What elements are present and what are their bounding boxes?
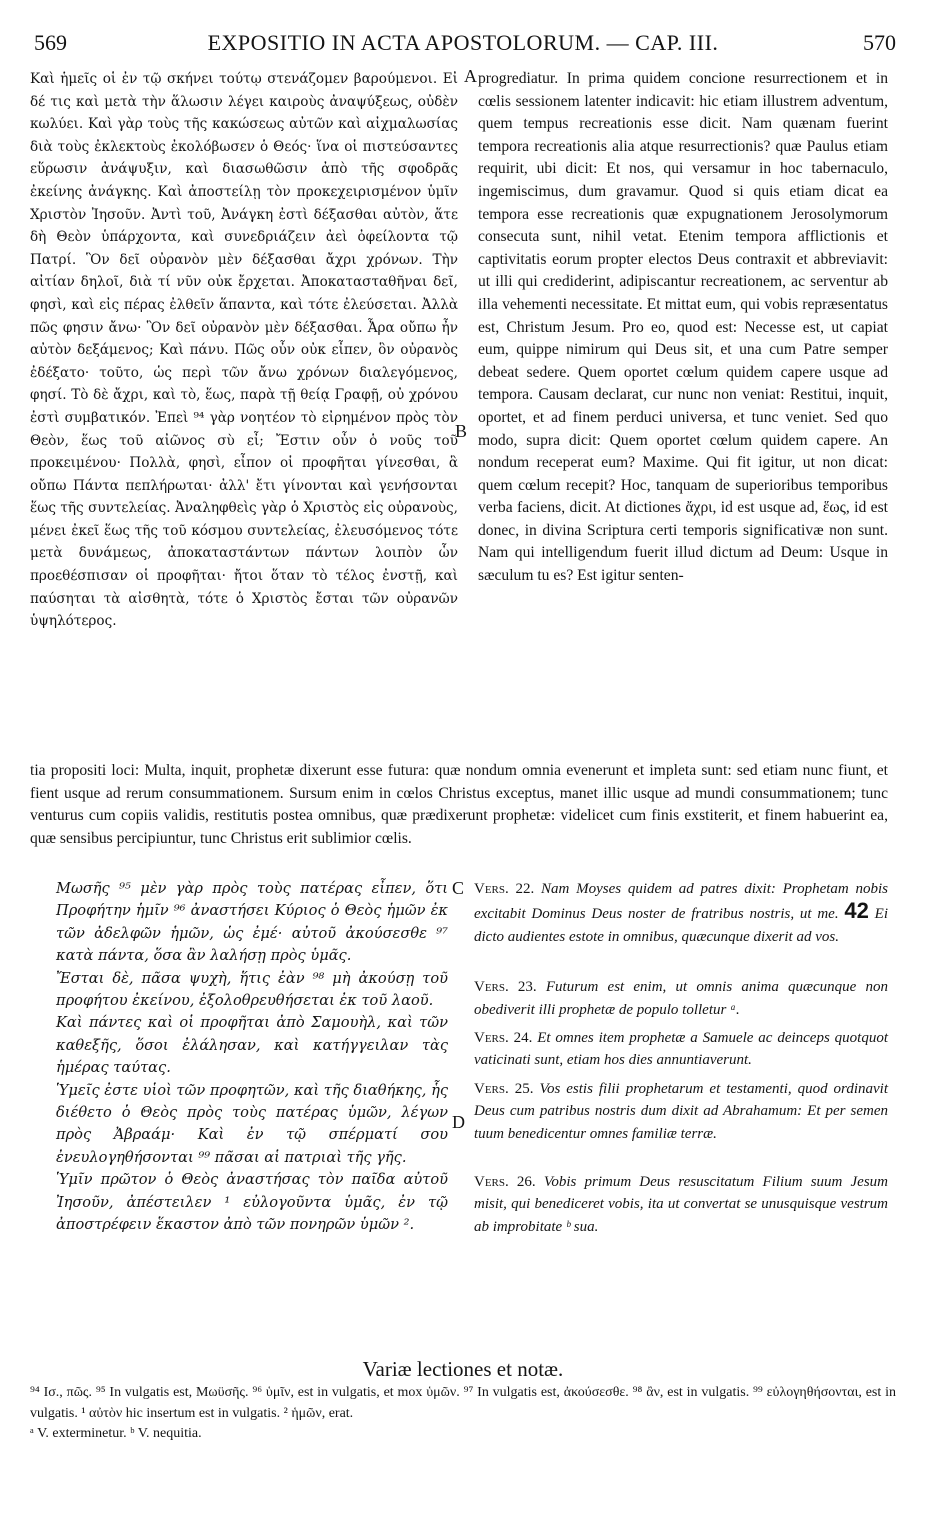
greek-verse-26: Ὑμῖν πρῶτον ὁ Θεὸς ἀναστήσας τὸν παῖδα αὐτοῦ Ἰησοῦν, ἀπέστειλεν ¹ εὐλογοῦντα ὑμᾶς, ἐν τῷ ἀποστρέφειν ἕκαστον ἀπὸ τῶν πονηρῶν ὑμῶν ².: [56, 1171, 448, 1234]
page-number-right: 570: [863, 30, 896, 55]
latin-continuation-text: tia propositi loci: Multa, inquit, prophetæ dixerunt esse futura: quæ nondum omnia evenerunt et impleta sunt: sed etiam nunc fiunt, et fient usque ad rerum consummationem. Sursum enim in cœlos Christus exceptus, manet illic usque ad mundi consummationem; tunc venturus cum copiis validis, restitutis postea omnibus, quæ prædixerunt prophetæ: videlicet cum finis exstiterit, et finem habuerint ea, quæ sensibus percipiuntur, tunc Christus erit sublimior cœlis.: [30, 762, 888, 847]
verse-label: Vers. 22.: [474, 881, 535, 897]
latin-verse-25: [474, 1078, 888, 1145]
greek-verse-25: Ὑμεῖς ἐστε υἱοὶ τῶν προφητῶν, καὶ τῆς διαθήκης, ἧς διέθετο ὁ Θεὸς πρὸς τοὺς πατέρας ὑμῶν, λέγων πρὸς Ἀβραάμ· Καὶ ἐν τῷ σπέρματί σου ἐνευλογηθήσονται ⁹⁹ πᾶσαι αἱ πατριαὶ τῆς γῆς.: [56, 1081, 448, 1166]
verse-text: Vos estis filii prophetarum et testamenti, quod ordinavit Deus cum patribus nostris dum dixit ad Abrahamum: Et per semen tuum benedicentur omnes familiæ terræ.: [474, 1080, 888, 1142]
margin-marker-c: C: [452, 878, 465, 898]
greek-verse-23: Ἔσται δὲ, πᾶσα ψυχὴ, ἥτις ἐὰν ⁹⁸ μὴ ἀκούσῃ τοῦ προφήτου ἐκείνου, ἐξολοθρευθήσεται ἐκ τοῦ λαοῦ.: [56, 969, 448, 1010]
latin-verse-22: [474, 878, 888, 948]
latin-verse-23: [474, 976, 888, 1021]
notes-line-1: ⁹⁴ Ισ., πῶς. ⁹⁵ In vulgatis est, Μωϋσῆς. ⁹⁶ ὑμῖν, est in vulgatis, et mox ὑμῶν. ⁹⁷ In vulgatis est, ἀκούσεσθε. ⁹⁸ ἂν, est in vulgatis. ⁹⁹ εὐλογηθήσονται, est in vulgatis. ¹ αὐτὸν hic insertum est in vulgatis. ² ἡμῶν, erat.: [30, 1385, 896, 1421]
latin-verse-24: [474, 1027, 888, 1072]
verse-label: Vers. 26.: [474, 1174, 536, 1191]
greek-commentary-column: [30, 68, 458, 633]
variant-notes: [30, 1383, 896, 1445]
margin-marker-a: A: [464, 66, 477, 86]
greek-verse-22: Μωσῆς ⁹⁵ μὲν γὰρ πρὸς τοὺς πατέρας εἶπεν, ὅτι Προφήτην ἡμῖν ⁹⁶ ἀναστήσει Κύριος ὁ Θεὸς ἡμῶν ἐκ τῶν ἀδελφῶν ἡμῶν, ὡς ἐμέ· αὐτοῦ ἀκούσεσθε ⁹⁷ κατὰ πάντα, ὅσα ἂν λαλήσῃ πρὸς ὑμᾶς.: [56, 880, 448, 965]
notes-title: Variæ lectiones et notæ.: [362, 1357, 564, 1381]
verse-label: Vers. 25.: [474, 1080, 534, 1097]
verse-label: Vers. 24.: [474, 1030, 533, 1047]
verse-text: Et omnes item prophetæ a Samuele ac deinceps quotquot vaticinati sunt, etiam hos dies annuntiaverunt.: [474, 1030, 888, 1069]
verse-text: Nam Moyses quidem ad patres dixit: Prophetam nobis excitabit Dominus Deus noster de fratribus nostris, ut me.: [474, 881, 889, 923]
running-title: EXPOSITIO IN ACTA APOSTOLORUM. — CAP. III.: [207, 30, 719, 55]
verse-text-continued: Ei dicto audientes estote in omnibus, quæcunque dixerit ad vos.: [474, 906, 889, 945]
notes-line-2: ᵃ V. exterminetur. ᵇ V. nequitia.: [30, 1426, 202, 1442]
verse-text: Vobis primum Deus resuscitatum Filium suum Jesum misit, qui benediceret vobis, ita ut convertat se unusquisque vestrum ab improbitate ᵇ sua.: [474, 1174, 889, 1235]
margin-marker-b: B: [455, 421, 468, 441]
verse-label: Vers. 23.: [474, 979, 537, 996]
latin-verse-26: [474, 1171, 888, 1238]
greek-verse-24: Καὶ πάντες καὶ οἱ προφῆται ἀπὸ Σαμουὴλ, καὶ τῶν καθεξῆς, ὅσοι ἐλάλησαν, καὶ κατήγγειλαν τὰς ἡμέρας ταύτας.: [56, 1014, 448, 1077]
latin-verses-column: [474, 878, 888, 1238]
margin-marker-d: D: [452, 1112, 465, 1132]
greek-verses-column: [56, 878, 448, 1237]
verse-text: Futurum est enim, ut omnis anima quæcunque non obediverit illi prophetæ de populo tolletur ᵃ.: [474, 979, 888, 1018]
column-number: 42: [844, 898, 869, 924]
page-header: [30, 30, 896, 64]
latin-translation-column: [478, 68, 888, 588]
page-number-left: 569: [34, 30, 67, 55]
latin-translation-text: progrediatur. In prima quidem concione resurrectionem et in cœlis sessionem latenter indicavit: hic etiam illustrem adventum, quem tempus recreationis esse dicit. Nam quænam fuerint tempora recreationis alia atque resurrectionis? quæ Paulus etiam requirit, ubi dicit: Et nos, qui versamur in hoc tabernaculo, ingemiscimus, dum gravamur. Quod si quis etiam dicat ea tempora esse recreationis quæ expugnationem Jerosolymorum consecuta sunt, nihil vetat. Etenim tempora afflictionis et captivitatis eorum propter electos Deus contraxit et abbreviavit: ut illi qui crediderint, adipiscantur recreationem, ac serventur ab illa vehementi necessitate. Et mittat eum, qui vobis repræsentatus est, Christum Jesum. Pro eo, quod est: Necesse est, ut capiat eum, quippe nimirum qui Deus sit, et una cum Patre semper debeat sedere. Quem oportet cœlum quidem capere usque ad tempora. Causam declarat, cur nunc non veniat: Restitui, inquit, oportet, et ad finem perduci universa, et tunc veniet. Sed quo modo, supra dicit: Quem oportet cœlum quidem capere. An nondum receperat eum? Maxime. Qui fit igitur, ut non dicat: quem cœlum recepit? Hoc, tanquam de superioribus temporibus verba faciens, dicit. At dictiones ἄχρι, id est usque ad, ἕως, id est donec, in divina Scriptura certi temporis significativæ non sunt. Nam qui intelligendum fuerit illud dictum ad Deum: Usque in sæculum tu es? Est igitur senten-: [478, 70, 888, 585]
greek-commentary-text: Καὶ ἡμεῖς οἱ ἐν τῷ σκήνει τούτῳ στενάζομεν βαρούμενοι. Εἰ δέ τις καὶ μετὰ τὴν ἅλωσιν λέγει καιροὺς ἀναψύξεως, οὐδὲν κωλύει. Καὶ γὰρ τοὺς τῆς κακώσεως αὐτῶν καὶ αἰχμαλωσίας διὰ τοὺς ἐκλεκτοὺς ἐκολόβωσεν ὁ Θεός· ἵνα οἱ πιστεύσαντες εὕρωσιν ἀνάψυξιν, καὶ διασωθῶσιν ἀπὸ τῆς σφοδρᾶς ἐκείνης ἀνάγκης. Καὶ ἀποστείλῃ τὸν προκεχειρισμένον ὑμῖν Χριστὸν Ἰησοῦν. Ἀντὶ τοῦ, Ἀνάγκη ἐστὶ δέξασθαι αὐτὸν, ἅτε δὴ Θεὸν ὑπάρχοντα, καὶ συνεδριάζειν ἀεὶ ὀφείλοντα τῷ Πατρί. Ὃν δεῖ οὐρανὸν μὲν δέξασθαι ἄχρι χρόνων. Τὴν αἰτίαν δηλοῖ, διὰ τί νῦν οὐκ ἔρχεται. Ἀποκατασταθῆναι δεῖ, φησὶ, καὶ εἰς πέρας ἐλθεῖν ἅπαντα, καὶ τότε ἐλεύσεται. Ἀλλὰ πῶς φησιν ἄνω· Ὃν δεῖ οὐρανὸν μὲν δέξασθαι. Ἆρα οὔπω ἦν αὐτὸν δεξάμενος; Καὶ πάνυ. Πῶς οὖν οὐκ εἶπεν, ὃν οὐρανὸς ἐδέξατο· τοῦτο, ὡς περὶ τῶν ἄνω χρόνων διαλεγόμενος, φησί. Τὸ δὲ ἄχρι, καὶ τὸ, ἕως, παρὰ τῇ θείᾳ Γραφῇ, οὐ χρόνου ἐστὶ συμβατικόν. Ἐπεὶ ⁹⁴ γὰρ νοητέον τὸ εἰρημένον πρὸς τὸν Θεὸν, ἕως τοῦ αἰῶνος σὺ εἶ; Ἔστιν οὖν ὁ νοῦς τοῦ προκειμένου· Πολλὰ, φησὶ, εἶπον οἱ προφῆται γίνεσθαι, ἃ οὔπω Πάντα πεπλήρωται· ἀλλ' ἔτι γίνονται καὶ γενήσονται ἕως τῆς συντελείας. Ἀναληφθεὶς γὰρ ὁ Χριστὸς εἰς οὐρανοὺς, μένει ἐκεῖ ἕως τῆς τοῦ κόσμου συντελείας, ἐλευσόμενος τότε μετὰ δυνάμεως, ἀποκαταστάντων πάντων λοιπὸν ὧν προεθέσπισαν οἱ προφῆται· ἤτοι ὅταν τὸ τέλος ἐνστῇ, καὶ παύσηται τὰ αἰσθητὰ, τότε ὁ Χριστὸς ἔσται τῶν οὐρανῶν ὑψηλότερος.: [30, 71, 458, 630]
latin-continuation: [30, 760, 888, 850]
